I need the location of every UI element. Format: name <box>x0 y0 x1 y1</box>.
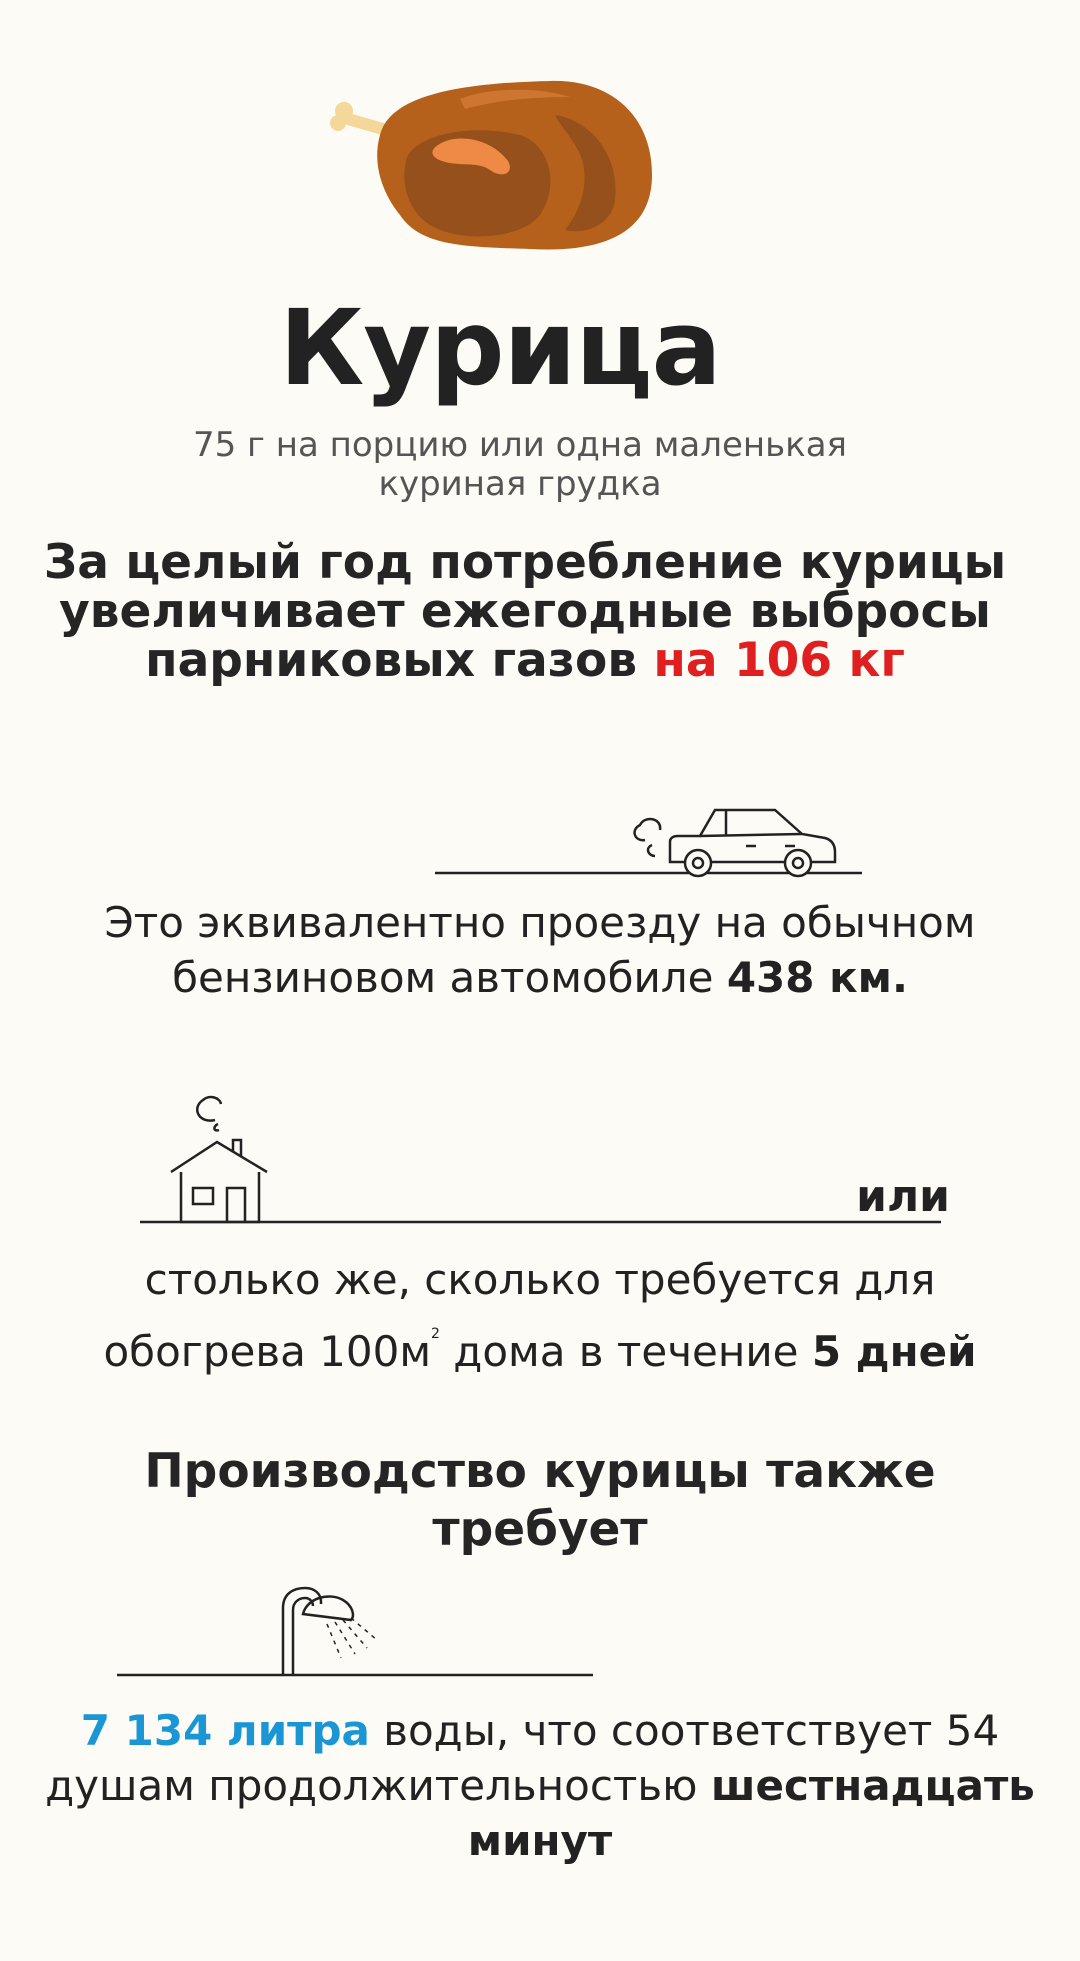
page-title: Курица <box>279 287 721 409</box>
roast-chicken-icon <box>330 75 660 260</box>
house-equivalent-label: столько же, сколько требуется для обогрева 100м <box>103 1255 936 1376</box>
water-volume-value: 7 134 литра <box>80 1706 370 1755</box>
portion-text: на порцию или одна маленькая куриная грудка <box>264 425 848 504</box>
car-distance-value: 438 км. <box>726 953 908 1002</box>
or-label: или <box>856 1171 950 1222</box>
car-equivalent-text <box>40 895 1040 1005</box>
shower-duration-value: шестнадцать минут <box>467 1761 1035 1865</box>
portion-amount: 75 г <box>192 425 265 465</box>
car-equivalent-label: Это эквивалентно проезду на обычном бензиновом автомобиле <box>104 898 976 1002</box>
area-superscript: 2 <box>431 1326 440 1342</box>
emission-summary-text: За целый год потребление курицы увеличивает ежегодные выбросы парниковых газов <box>43 535 1007 688</box>
house-icon <box>135 1090 945 1225</box>
emission-highlight: на 106 кг <box>653 633 905 688</box>
house-equivalent-label-2: дома в течение <box>439 1327 812 1376</box>
portion-description <box>150 426 890 504</box>
shower-icon <box>115 1580 595 1680</box>
house-equivalent-text <box>40 1252 1040 1379</box>
water-equivalent-label: воды, что соответствует 54 душам продолжительностью <box>45 1706 1000 1810</box>
car-icon <box>430 800 870 880</box>
house-days-value: 5 дней <box>811 1327 977 1376</box>
production-title: Производство курицы также требует <box>144 1444 936 1557</box>
emission-summary <box>30 535 1020 688</box>
water-equivalent-text <box>40 1703 1040 1868</box>
